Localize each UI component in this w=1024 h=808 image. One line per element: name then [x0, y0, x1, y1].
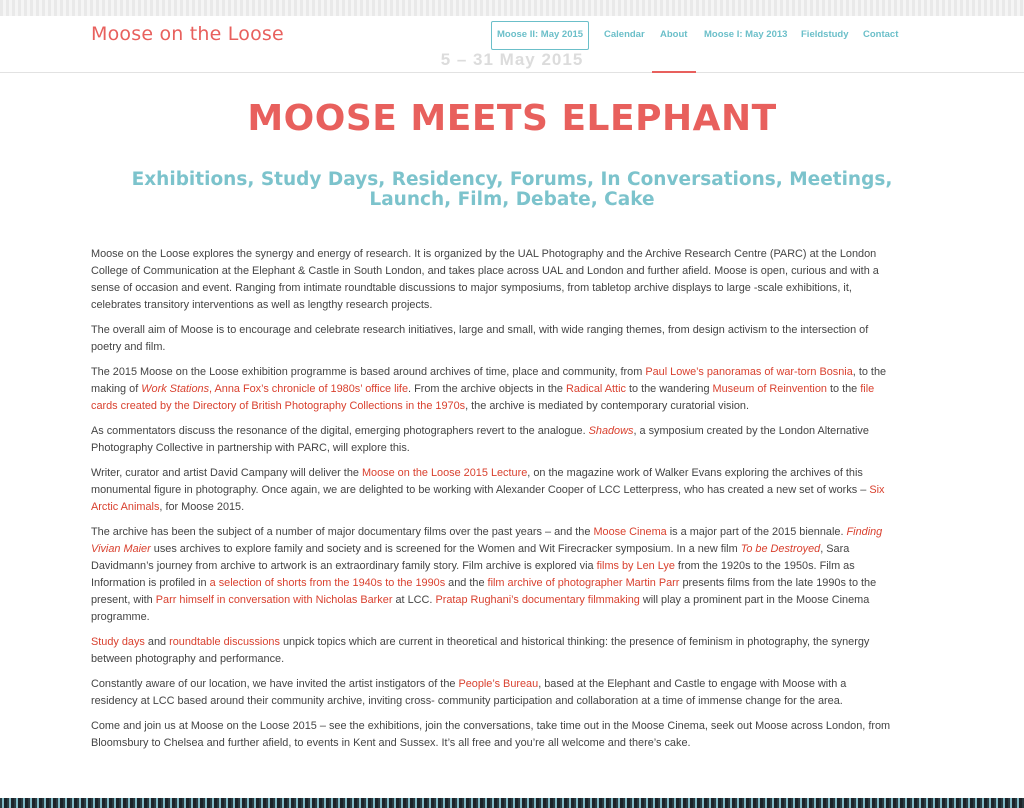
paragraph-intro: Moose on the Loose explores the synergy and energy of research. It is organized by the UAL Photography and the Archive Research Centre (PARC) at the London College of Communication at the Elephant & Castle in South London, and takes place across UAL and London and further afield. Moose is open, curious and with a sense of occasion and event. Ranging from intimate roundtable discussions to major symposiums, from tabletop archive displays to large -scale exhibitions, it, celebrates transitory interventions as well as lengthy research projects. [91, 248, 879, 311]
nav-item-about[interactable]: About [660, 29, 688, 40]
text: to the [826, 383, 861, 395]
text: , on the magazine work of Walker Evans exploring the archives of this monumental figure in photography. Once again, we are delighted to be working with Alexander Cooper of LCC Letterpress, who has created a new set of works – [91, 467, 870, 496]
text: , based at the Elephant and Castle to engage with Moose with a residency at LCC based around their community archive, inviting cross- community participation and collaboration at a time of immense change for the area. [91, 678, 847, 707]
paragraph-exhibitions [91, 364, 894, 415]
link-museum-of-reinvention[interactable]: Museum of Reinvention [712, 383, 827, 395]
text: and [144, 636, 170, 648]
nav-item-moose-i[interactable]: Moose I: May 2013 [704, 29, 788, 40]
link-shadows[interactable]: Shadows [588, 425, 634, 437]
site-brand-link[interactable]: Moose on the Loose [91, 23, 284, 45]
page-subtitle: Exhibitions, Study Days, Residency, Forums, In Conversations, Meetings, Launch, Film, Debate, Cake [131, 169, 893, 210]
nav-active-underline [652, 71, 696, 73]
link-anna-fox[interactable]: , Anna Fox’s chronicle of 1980s’ office life [209, 383, 409, 395]
text: unpick topics which are current in theoretical and historical thinking: the presence of feminism in photography, the synergy between photography and performance. [91, 636, 870, 665]
link-radical-attic[interactable]: Radical Attic [566, 383, 626, 395]
text: , to the making of [91, 366, 887, 395]
text: The 2015 Moose on the Loose exhibition programme is based around archives of time, place and community, from [91, 366, 646, 378]
paragraph-join-us: Come and join us at Moose on the Loose 2015 – see the exhibitions, join the conversations, take time out in the Moose Cinema, seek out Moose across London, from Bloomsbury to Chelsea and further afield, to events in Kent and Sussex. It’s all free and you’re all welcome and there’s cake. [91, 720, 891, 749]
link-peoples-bureau[interactable]: People’s Bureau [458, 678, 539, 690]
text: , Sara Davidmann’s journey from archive to artwork is an extraordinary family story. Film archive is explored via [91, 543, 850, 572]
link-parr-conversation[interactable]: Parr himself in conversation with Nicholas Barker [155, 594, 393, 606]
link-films-by-len-lye[interactable]: films by Len Lye [596, 560, 675, 572]
text: As commentators discuss the resonance of the digital, emerging photographers revert to the analogue. [91, 425, 589, 437]
paragraph-shadows [91, 423, 894, 457]
text: , the archive is mediated by contemporary curatorial vision. [465, 400, 749, 412]
link-moose-cinema[interactable]: Moose Cinema [593, 526, 667, 538]
text: from the 1920s to the 1950s. Film as Information is profiled in [91, 560, 855, 589]
text: . From the archive objects in the [408, 383, 567, 395]
link-work-stations[interactable]: Work Stations [141, 383, 210, 395]
link-paul-lowe[interactable]: Paul Lowe’s panoramas of war-torn Bosnia [645, 366, 853, 378]
page-title: MOOSE MEETS ELEPHANT [247, 98, 777, 139]
text: will play a prominent part in the Moose Cinema programme. [91, 594, 870, 623]
paragraph-study-days [91, 634, 894, 668]
nav-item-moose-ii[interactable]: Moose II: May 2015 [491, 21, 589, 50]
link-file-cards[interactable]: file cards created by the Directory of British Photography Collections in the 1970s [91, 383, 875, 412]
text: , a symposium created by the London Alternative Photography Collective in partnership with PARC, will explore this. [91, 425, 869, 454]
link-six-arctic-animals[interactable]: Six Arctic Animals [91, 484, 885, 513]
header-date-ghost: 5 – 31 May 2015 [440, 50, 584, 69]
link-selection-of-shorts[interactable]: a selection of shorts from the 1940s to the 1990s [209, 577, 446, 589]
link-study-days[interactable]: Study days [91, 636, 145, 648]
link-pratap-rughani[interactable]: Pratap Rughani’s documentary filmmaking [435, 594, 640, 606]
link-roundtable-discussions[interactable]: roundtable discussions [169, 636, 280, 648]
article-body [91, 246, 894, 760]
nav-item-contact[interactable]: Contact [863, 29, 899, 40]
text: Writer, curator and artist David Campany will deliver the [91, 467, 362, 479]
text: , for Moose 2015. [159, 501, 245, 513]
paragraph-lecture [91, 465, 894, 516]
text: The archive has been the subject of a number of major documentary films over the past years – and the [91, 526, 594, 538]
bottom-texture-band [0, 798, 1024, 808]
paragraph-cinema [91, 524, 894, 626]
text: presents films from the late 1990s to the present, with [91, 577, 877, 606]
text: is a major part of the 2015 biennale. [666, 526, 847, 538]
text: at LCC. [392, 594, 436, 606]
nav-item-calendar[interactable]: Calendar [604, 29, 645, 40]
text: Constantly aware of our location, we have invited the artist instigators of the [91, 678, 459, 690]
link-martin-parr-archive[interactable]: film archive of photographer Martin Parr [487, 577, 680, 589]
nav-item-fieldstudy[interactable]: Fieldstudy [801, 29, 849, 40]
paragraph-residency [91, 676, 894, 710]
text: uses archives to explore family and society and is screened for the Women and Wit Firecracker symposium. In a new film [150, 543, 741, 555]
text: to the wandering [625, 383, 713, 395]
link-finding-vivian-maier[interactable]: Finding Vivian Maier [91, 526, 883, 555]
link-to-be-destroyed[interactable]: To be Destroyed [740, 543, 821, 555]
paragraph-aim: The overall aim of Moose is to encourage and celebrate research initiatives, large and small, with wide ranging themes, from design activism to the intersection of poetry and film. [91, 324, 869, 353]
text: and the [445, 577, 488, 589]
link-moose-lecture[interactable]: Moose on the Loose 2015 Lecture [361, 467, 528, 479]
top-texture-band [0, 0, 1024, 16]
